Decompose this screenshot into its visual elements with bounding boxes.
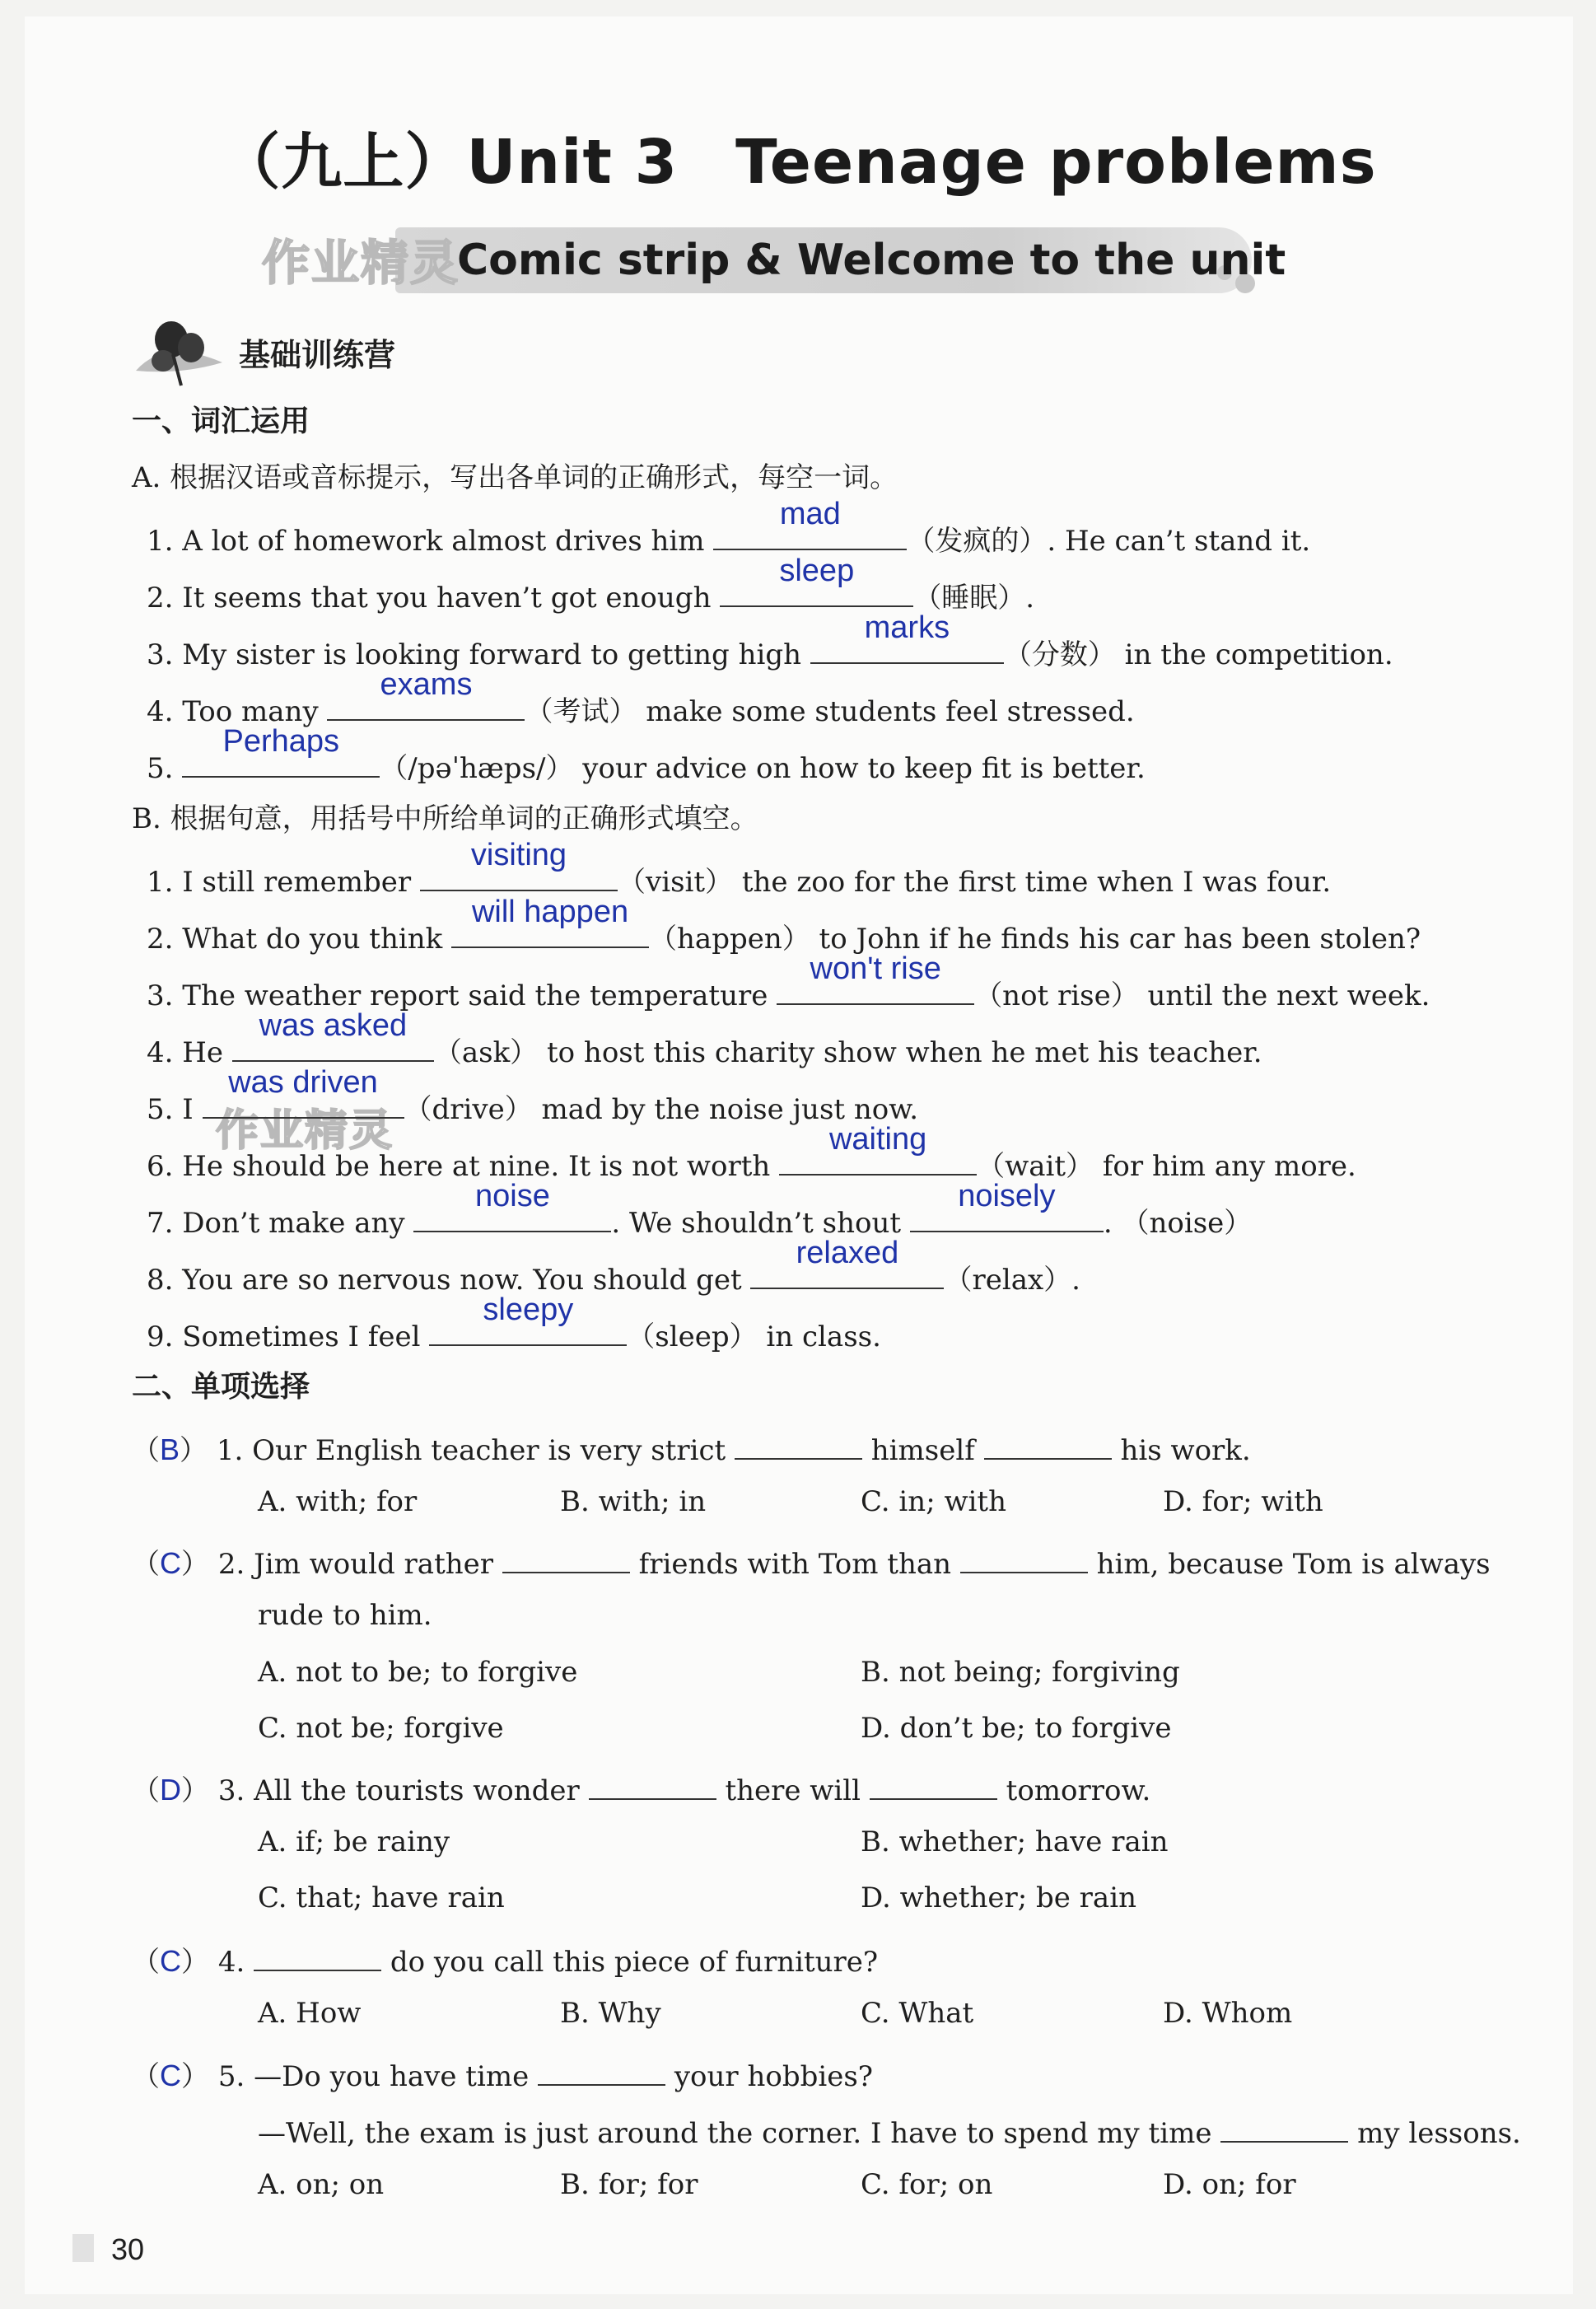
answer-blank[interactable]: will happen: [451, 917, 649, 948]
option[interactable]: C. that; have rain: [258, 1881, 505, 1914]
option[interactable]: A. on; on: [258, 2168, 385, 2201]
option[interactable]: A. if; be rainy: [258, 1825, 450, 1858]
option[interactable]: D. on; for: [1163, 2168, 1296, 2201]
verb-form-item: 8. You are so nervous now. You should get relaxed （relax）.: [147, 1236, 1080, 1297]
choice-answer[interactable]: C: [160, 2059, 181, 2092]
answer-blank[interactable]: [735, 1428, 862, 1460]
vocab-item: 1. A lot of homework almost drives him mad （发疯的）. He can’t stand it.: [147, 497, 1311, 558]
choice-question: （B） 1. Our English teacher is very strict himself his work.: [132, 1428, 1251, 1467]
option[interactable]: A. How: [258, 1997, 362, 2030]
option[interactable]: A. with; for: [258, 1485, 418, 1518]
option[interactable]: D. whether; be rain: [861, 1881, 1136, 1914]
answer-blank[interactable]: visiting: [420, 860, 618, 891]
choice-answer[interactable]: D: [160, 1773, 181, 1807]
page-title: （九上）Unit 3 Teenage problems: [219, 127, 1377, 198]
option[interactable]: B. Why: [560, 1997, 661, 2030]
answer-blank[interactable]: waiting: [779, 1144, 977, 1176]
option[interactable]: C. for; on: [861, 2168, 993, 2201]
answer-blank[interactable]: sleep: [720, 576, 913, 607]
part2-heading: 二、单项选择: [132, 1370, 310, 1404]
answer-blank[interactable]: Perhaps: [182, 746, 380, 778]
option[interactable]: D. for; with: [1163, 1485, 1323, 1518]
option[interactable]: D. don’t be; to forgive: [861, 1712, 1172, 1745]
verb-form-item: 6. He should be here at nine. It is not worth waiting （wait） for him any more.: [147, 1122, 1356, 1183]
option[interactable]: B. not being; forgiving: [861, 1656, 1180, 1689]
choice-question: （C） 4. do you call this piece of furniture?: [132, 1940, 878, 1979]
page-number: 30: [111, 2232, 145, 2266]
verb-form-item: 2. What do you think will happen （happen） to John if he finds his car has been stolen?: [147, 895, 1421, 956]
watermark-logo: 作业精灵: [262, 235, 460, 291]
part1-heading: 一、词汇运用: [132, 404, 310, 438]
option[interactable]: C. not be; forgive: [258, 1712, 504, 1745]
answer-blank[interactable]: [960, 1542, 1088, 1573]
answer-blank[interactable]: [870, 1769, 997, 1800]
option[interactable]: D. Whom: [1163, 1997, 1293, 2030]
vocab-item: 4. Too many exams （考试） make some students feel stressed.: [147, 667, 1135, 728]
vocab-item: 3. My sister is looking forward to getting high marks （分数） in the competition.: [147, 610, 1393, 671]
answer-blank[interactable]: won't rise: [777, 974, 974, 1005]
choice-answer[interactable]: B: [160, 1433, 180, 1466]
option[interactable]: B. for; for: [560, 2168, 698, 2201]
answer-blank[interactable]: was asked: [232, 1031, 434, 1062]
answer-blank[interactable]: exams: [327, 689, 525, 721]
page-number-marker: [72, 2234, 94, 2262]
verb-form-item: 3. The weather report said the temperature won't rise （not rise） until the next week.: [147, 951, 1430, 1012]
option[interactable]: C. in; with: [861, 1485, 1006, 1518]
verb-form-item: 4. He was asked （ask） to host this charity show when he met his teacher.: [147, 1008, 1262, 1069]
answer-blank[interactable]: marks: [810, 633, 1004, 664]
answer-blank[interactable]: relaxed: [750, 1258, 944, 1289]
verb-form-item: 5. I was driven （drive） mad by the noise just now.: [147, 1065, 919, 1126]
choice-question: （C） 5. —Do you have time your hobbies?: [132, 2054, 873, 2093]
answer-blank[interactable]: [254, 1940, 381, 1971]
answer-blank[interactable]: [502, 1542, 630, 1573]
choice-answer[interactable]: C: [160, 1944, 181, 1978]
choice-answer[interactable]: C: [160, 1546, 181, 1580]
answer-blank[interactable]: noise: [413, 1201, 611, 1232]
verb-form-item: 7. Don’t make any noise . We shouldn’t shout noisely . （noise）: [147, 1179, 1253, 1240]
vocab-item: 5. Perhaps （/pəˈhæps/） your advice on how to keep fit is better.: [147, 724, 1146, 785]
verb-form-item: 9. Sometimes I feel sleepy （sleep） in class.: [147, 1292, 881, 1353]
leaf-icon: [132, 313, 231, 387]
answer-blank[interactable]: mad: [713, 519, 907, 550]
answer-blank[interactable]: was driven: [203, 1087, 404, 1119]
option[interactable]: C. What: [861, 1997, 974, 2030]
section-title: 基础训练营: [239, 337, 396, 373]
verb-form-item: 1. I still remember visiting （visit） the zoo for the first time when I was four.: [147, 838, 1332, 899]
answer-blank[interactable]: sleepy: [429, 1315, 627, 1346]
choice-question: （C） 2. Jim would rather friends with Tom than him, because Tom is always: [132, 1542, 1491, 1581]
question-continuation: —Well, the exam is just around the corner. I have to spend my time my lessons.: [258, 2111, 1521, 2150]
option[interactable]: A. not to be; to forgive: [258, 1656, 578, 1689]
answer-blank[interactable]: [984, 1428, 1112, 1460]
part1b-instruction: B. 根据句意，用括号中所给单词的正确形式填空。: [132, 802, 758, 835]
answer-blank[interactable]: [589, 1769, 716, 1800]
option[interactable]: B. with; in: [560, 1485, 707, 1518]
answer-blank[interactable]: noisely: [910, 1201, 1104, 1232]
part1a-instruction: A. 根据汉语或音标提示，写出各单词的正确形式，每空一词。: [132, 461, 898, 494]
watermark-logo: 作业精灵: [216, 1106, 394, 1156]
vocab-item: 2. It seems that you haven’t got enough sleep （睡眠）.: [147, 554, 1035, 615]
banner-title: Comic strip & Welcome to the unit: [457, 236, 1286, 285]
question-continuation: rude to him.: [258, 1599, 432, 1632]
answer-blank[interactable]: [538, 2054, 665, 2086]
answer-blank[interactable]: [1220, 2111, 1348, 2143]
option[interactable]: B. whether; have rain: [861, 1825, 1169, 1858]
choice-question: （D） 3. All the tourists wonder there will tomorrow.: [132, 1769, 1150, 1807]
